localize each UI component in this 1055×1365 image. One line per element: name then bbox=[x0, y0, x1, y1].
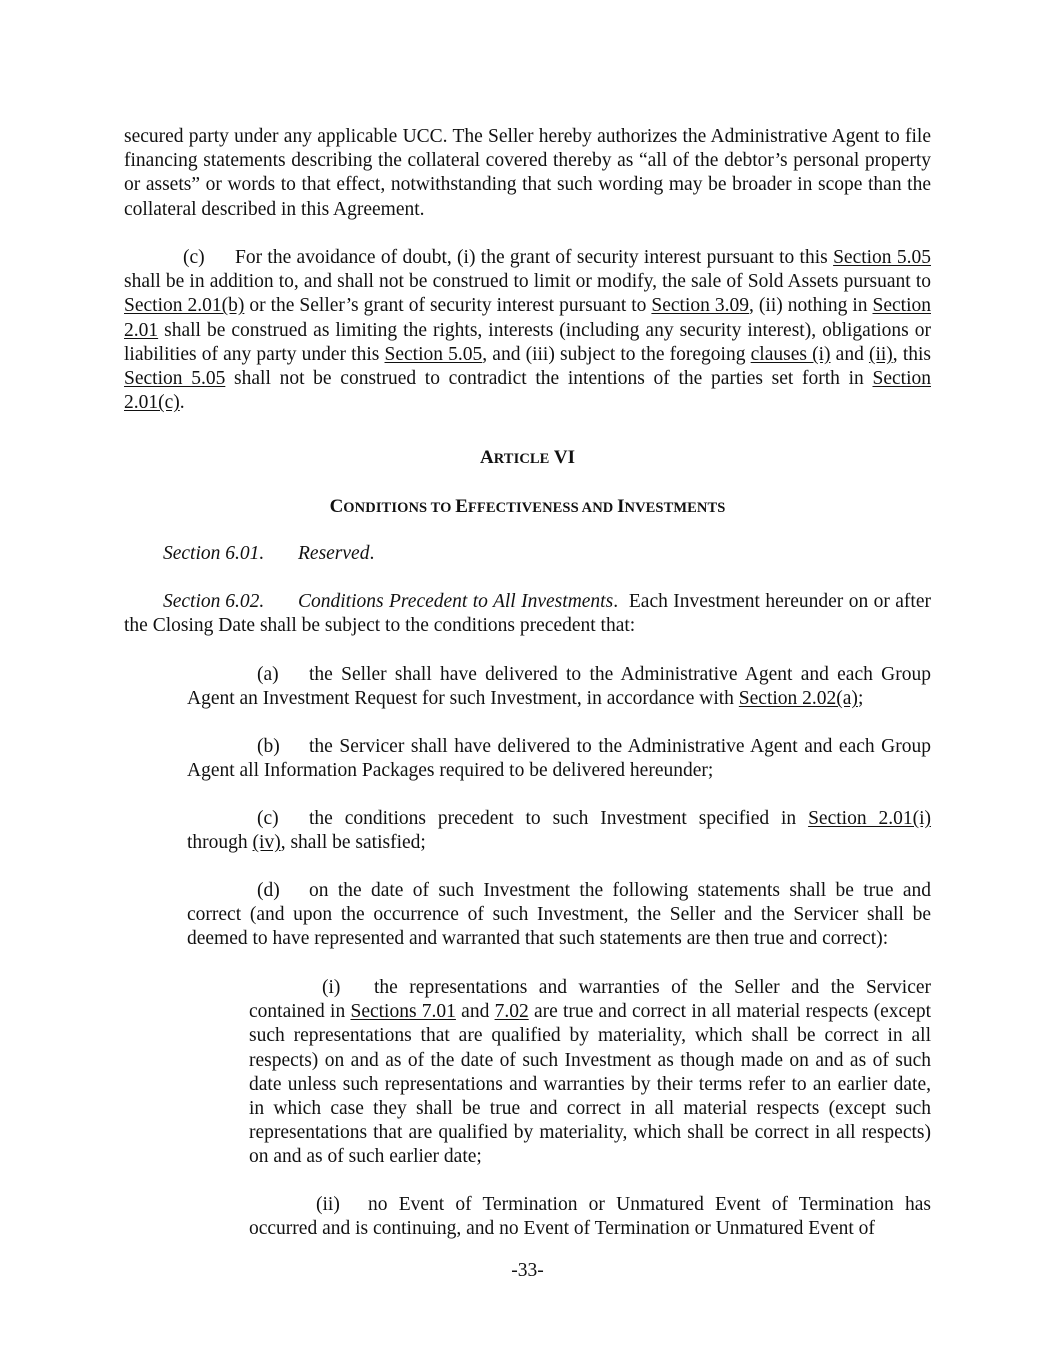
text-run: or the Seller’s grant of security interest pursuant to bbox=[244, 295, 652, 317]
section-title: Reserved bbox=[298, 543, 370, 564]
cross-reference: Section 2.01(c) bbox=[124, 368, 931, 414]
section-6-02: Section 6.02. Conditions Precedent to All Investments. Each Investment hereunder on or after the Closing Date shall be subject to the conditions precedent that: bbox=[124, 591, 936, 637]
item-c: (c) the conditions precedent to such Investment specified in Section 2.01(i) through (iv), shall be satisfied; bbox=[187, 808, 931, 854]
cross-reference: clauses (i) bbox=[750, 343, 831, 365]
text-run: shall be in addition to, and shall not be construed to limit or modify, the sale of Sold Assets pursuant to bbox=[124, 271, 931, 293]
article-heading: ARTICLE VI bbox=[480, 447, 575, 468]
cross-reference: Section 5.05 bbox=[833, 247, 931, 268]
paragraph-label: (c) bbox=[183, 247, 205, 268]
text-run: , (ii) nothing in bbox=[749, 295, 873, 317]
item-label: (a) bbox=[257, 664, 279, 685]
cross-reference: (iv) bbox=[252, 832, 281, 854]
cross-reference: Section 3.09 bbox=[651, 295, 750, 317]
cross-reference: Section 2.01(i) bbox=[808, 808, 931, 829]
item-a: (a) the Seller shall have delivered to the Administrative Agent and each Group Agent an Investment Request for such Investment, in accordance with Section 2.02(a); bbox=[187, 664, 931, 710]
text-run: For the avoidance of doubt, (i) the grant of security interest pursuant to this bbox=[235, 247, 834, 268]
cross-reference: Section 2.01(b) bbox=[124, 295, 245, 317]
cross-reference: 7.02 bbox=[494, 1001, 529, 1023]
item-label: (i) bbox=[322, 977, 341, 998]
item-label: (d) bbox=[257, 880, 280, 901]
section-6-01: Section 6.01. Reserved. bbox=[163, 542, 374, 566]
item-d: (d) on the date of such Investment the following statements shall be true and correct (and upon the occurrence of such Investment, the Seller and the Servicer shall be deemed to have represented and warranted that such statements are then true and correct): bbox=[187, 880, 931, 950]
section-number: Section 6.02. bbox=[163, 591, 265, 612]
item-label: (c) bbox=[257, 808, 279, 829]
cross-reference: Section 2.01 bbox=[124, 295, 931, 341]
text-run: shall be construed as limiting the rights, interests (including any security interest), obligations or liabilities of any party under this bbox=[124, 319, 931, 365]
cross-reference: Section 5.05 bbox=[124, 368, 226, 390]
cross-reference: Sections 7.01 bbox=[350, 1001, 456, 1023]
item-b: (b) the Servicer shall have delivered to the Administrative Agent and each Group Agent all Information Packages required to be delivered hereunder; bbox=[187, 736, 931, 782]
page-number: -33- bbox=[511, 1260, 544, 1281]
text-run: shall not be construed to contradict the intentions of the parties set forth in bbox=[225, 368, 873, 390]
item-i: (i) the representations and warranties of the Seller and the Servicer contained in Sections 7.01 and 7.02 are true and correct in all material respects (except such representations that are qualified by materiality, which shall be correct in all respects) on and as of the date of such Investment as though made on and as of such date unless such representations and warranties by their terms refer to an earlier date, in which case they shall be true and correct in all material respects (except such representations that are qualified by materiality, which shall be correct in all respects) on and as of such earlier date; bbox=[249, 977, 932, 1168]
item-label: (ii) bbox=[316, 1194, 340, 1215]
cross-reference: Section 5.05 bbox=[384, 343, 483, 365]
article-subtitle: CONDITIONS TO EFFECTIVENESS AND INVESTMENTS bbox=[329, 496, 726, 517]
paragraph-c bbox=[124, 246, 931, 415]
item-ii: (ii) no Event of Termination or Unmatured Event of Termination has occurred and is continuing, and no Event of Termination or Unmatured Event of bbox=[249, 1194, 931, 1240]
text-run: . bbox=[179, 392, 185, 414]
section-number: Section 6.01. bbox=[163, 543, 265, 564]
section-title: Conditions Precedent to All Investments bbox=[298, 591, 614, 612]
cross-reference: Section 2.02(a) bbox=[738, 688, 858, 710]
cross-reference: (ii) bbox=[868, 343, 893, 365]
text-run: and bbox=[830, 343, 869, 365]
text-run: , and (iii) subject to the foregoing bbox=[482, 343, 751, 365]
text-run: , this bbox=[892, 343, 931, 365]
item-label: (b) bbox=[257, 736, 280, 757]
paragraph-continuation: secured party under any applicable UCC. The Seller hereby authorizes the Administrative Agent to file financing statements describing the collateral covered thereby as “all of the debtor’s personal property or assets” or words to that effect, notwithstanding that such wording may be broader in scope than the collateral described in this Agreement. bbox=[124, 126, 931, 220]
